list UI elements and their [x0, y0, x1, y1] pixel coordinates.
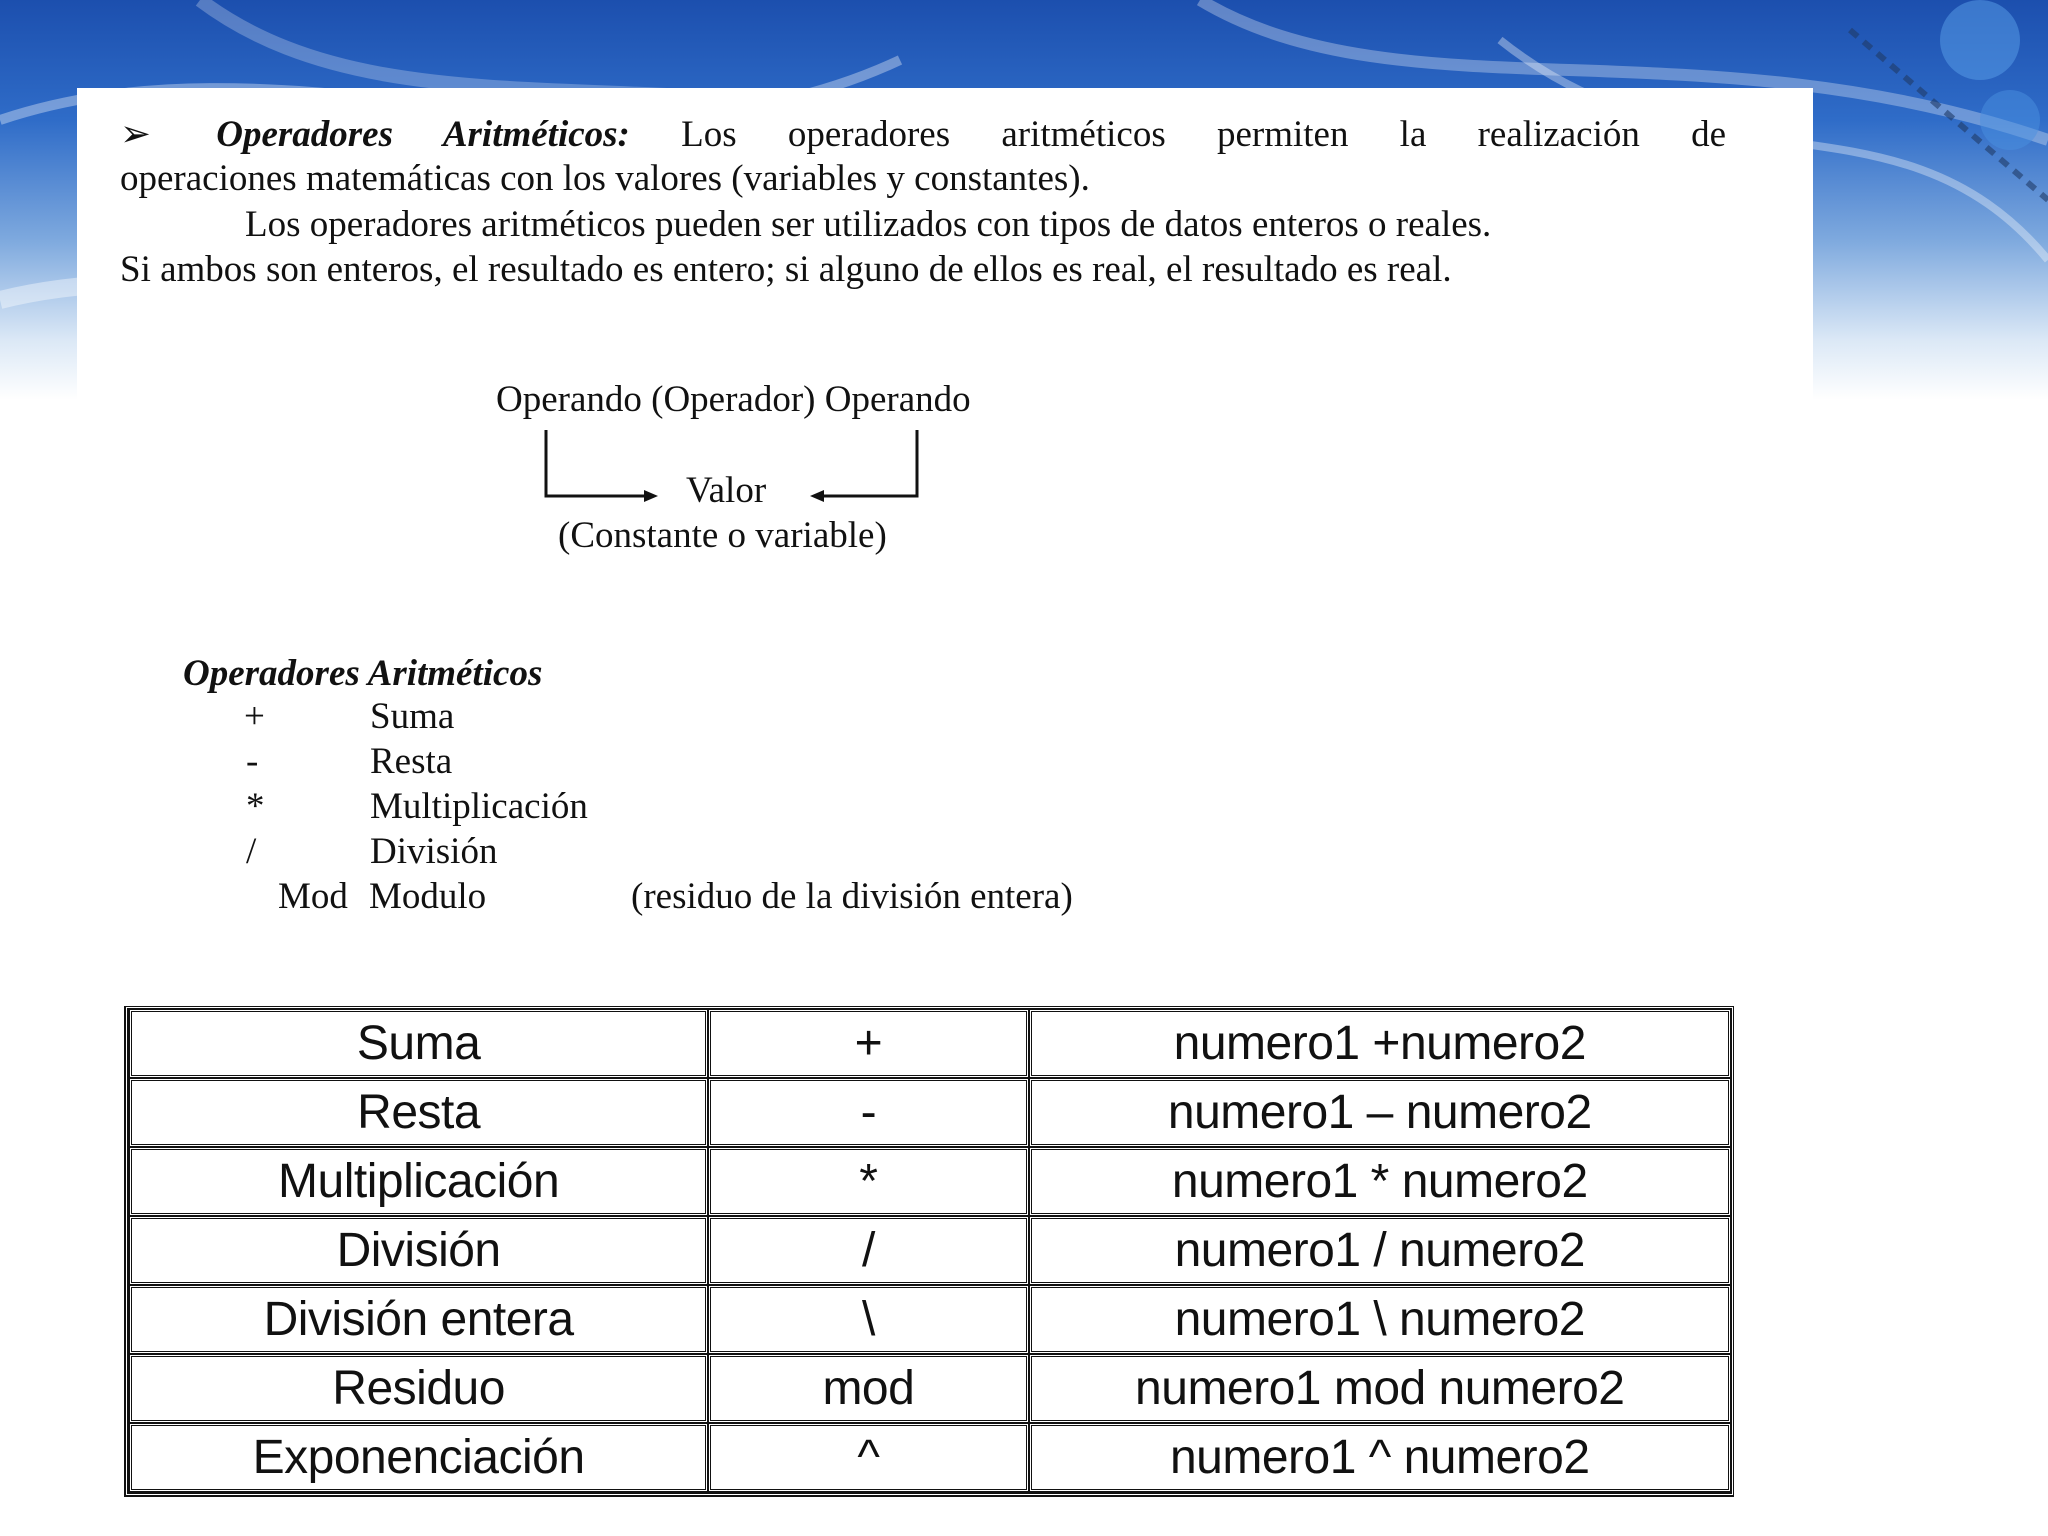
- table-cell-example: numero1 \ numero2: [1029, 1285, 1731, 1354]
- table-cell-operator: /: [708, 1216, 1028, 1285]
- diagram-valor: Valor: [686, 470, 767, 511]
- operator-name: División: [370, 831, 498, 872]
- table-row: [129, 1216, 1731, 1285]
- table-cell-operator: mod: [708, 1354, 1028, 1423]
- operator-name: Resta: [370, 741, 453, 782]
- table-cell-name: División entera: [129, 1285, 708, 1354]
- section-heading: Operadores Aritméticos:: [216, 114, 630, 155]
- left-arrow-line: [546, 430, 654, 496]
- operator-name: Suma: [370, 696, 455, 737]
- table-row: [129, 1009, 1731, 1078]
- left-arrowhead-icon: [644, 490, 658, 502]
- intro-line-4: Si ambos son enteros, el resultado es entero; si alguno de ellos es real, el resultado es real.: [120, 249, 1452, 290]
- operator-symbol: /: [246, 831, 257, 872]
- table-row: [129, 1147, 1731, 1216]
- right-arrow-line: [814, 430, 917, 496]
- operator-name-modulo: Modulo: [369, 876, 487, 917]
- table-cell-name: Suma: [129, 1009, 708, 1078]
- table-cell-example: numero1 ^ numero2: [1029, 1423, 1731, 1492]
- operator-name: Multiplicación: [370, 786, 588, 827]
- table-cell-operator: *: [708, 1147, 1028, 1216]
- table-cell-name: División: [129, 1216, 708, 1285]
- intro-line-1-text: Los operadores aritméticos permiten la realización de: [629, 114, 1726, 155]
- operator-symbol: +: [244, 696, 265, 737]
- bullet-arrow-icon: ➢: [120, 114, 152, 155]
- table-cell-name: Multiplicación: [129, 1147, 708, 1216]
- intro-line-3: Los operadores aritméticos pueden ser utilizados con tipos de datos enteros o reales.: [245, 204, 1492, 245]
- table-cell-example: numero1 – numero2: [1029, 1078, 1731, 1147]
- table-cell-operator: -: [708, 1078, 1028, 1147]
- table-cell-name: Resta: [129, 1078, 708, 1147]
- table-cell-name: Residuo: [129, 1354, 708, 1423]
- operator-mod-note: (residuo de la división entera): [631, 876, 1073, 917]
- table-row: [129, 1285, 1731, 1354]
- diagram-constante-variable: (Constante o variable): [558, 515, 887, 556]
- operator-symbol: *: [246, 786, 265, 827]
- table-row: [129, 1423, 1731, 1492]
- table-cell-example: numero1 +numero2: [1029, 1009, 1731, 1078]
- operator-symbol-mod: Mod: [278, 876, 348, 917]
- intro-line-1: [120, 112, 1726, 157]
- table-cell-example: numero1 mod numero2: [1029, 1354, 1731, 1423]
- table-cell-operator: ^: [708, 1423, 1028, 1492]
- operators-list-title: Operadores Aritméticos: [183, 653, 543, 694]
- operators-table: [124, 1006, 1734, 1497]
- table-cell-example: numero1 / numero2: [1029, 1216, 1731, 1285]
- diagram-operand-text: Operando (Operador) Operando: [496, 379, 971, 420]
- right-arrowhead-icon: [810, 490, 824, 502]
- intro-line-2: operaciones matemáticas con los valores (variables y constantes).: [120, 158, 1090, 199]
- table-cell-example: numero1 * numero2: [1029, 1147, 1731, 1216]
- table-cell-operator: +: [708, 1009, 1028, 1078]
- list-item: [244, 695, 265, 738]
- table-cell-operator: \: [708, 1285, 1028, 1354]
- table-row: [129, 1354, 1731, 1423]
- operator-symbol: -: [246, 741, 259, 782]
- table-row: [129, 1078, 1731, 1147]
- table-cell-name: Exponenciación: [129, 1423, 708, 1492]
